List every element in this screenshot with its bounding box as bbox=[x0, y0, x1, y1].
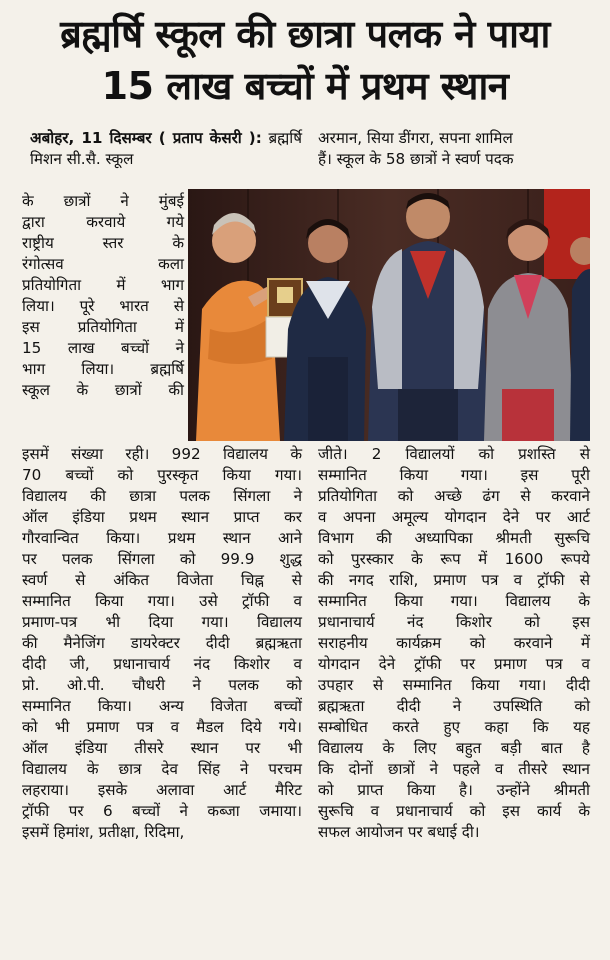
text-line: लिया। पूरे भारत से bbox=[22, 297, 184, 315]
text-line: द्वारा करवाये गये bbox=[22, 213, 184, 231]
text-line: जीते। 2 विद्यालयों को प्रशस्ति से bbox=[318, 445, 590, 463]
text-line: प्रमाण-पत्र भी दिया गया। विद्यालय bbox=[22, 613, 302, 631]
text-line: इसमें हिमांश, प्रतीक्षा, रिदिमा, bbox=[22, 823, 185, 841]
text-line: सम्मानित किया गया। इस पूरी bbox=[318, 466, 590, 484]
text-line: ऑल इंडिया तीसरे स्थान पर भी bbox=[22, 739, 302, 757]
text-line: 70 बच्चों को पुरस्कृत किया गया। bbox=[22, 466, 302, 484]
text-line: विभाग की अध्यापिका श्रीमती सुरूचि bbox=[318, 529, 590, 547]
text-line: सफल आयोजन पर बधाई दी। bbox=[318, 823, 480, 841]
text-line: योगदान देने ट्रॉफी पर प्रमाण पत्र व bbox=[318, 655, 590, 673]
text-line: विद्यालय की छात्रा पलक सिंगला ने bbox=[22, 487, 302, 505]
text-line: प्रतियोगिता को अच्छे ढंग से करवाने bbox=[318, 487, 590, 505]
text-line: ब्रह्मऋता दीदी ने उपस्थिति को bbox=[318, 697, 590, 715]
text-line: 15 लाख बच्चों ने bbox=[22, 339, 184, 357]
text-line: स्वर्ण से अंकित विजेता चिह्न से bbox=[22, 571, 302, 589]
dateline: अबोहर, 11 दिसम्बर ( प्रताप केसरी ): bbox=[30, 129, 262, 147]
text-line: सम्मानित किया। अन्य विजेता बच्चों bbox=[22, 697, 302, 715]
article-lead bbox=[30, 128, 302, 170]
text-line: लहराया। इसके अलावा आर्ट मैरिट bbox=[22, 781, 302, 799]
text-line: पर पलक सिंगला को 99.9 शुद्ध bbox=[22, 550, 302, 568]
text-line: सराहनीय कार्यक्रम को करवाने में bbox=[318, 634, 590, 652]
text-line: उपहार से सम्मानित किया गया। दीदी bbox=[318, 676, 590, 694]
text-line: इस प्रतियोगिता में bbox=[22, 318, 184, 336]
text-line: सम्मानित किया गया। विद्यालय के bbox=[318, 592, 590, 610]
headline-line-1: ब्रह्मर्षि स्कूल की छात्रा पलक ने पाया bbox=[60, 12, 550, 56]
text-line: सुरूचि व प्रधानाचार्य को इस कार्य के bbox=[318, 802, 590, 820]
text-line: विद्यालय के छात्र देव सिंह ने परचम bbox=[22, 760, 302, 778]
text-line: व अपना अमूल्य योगदान देने पर आर्ट bbox=[318, 508, 590, 526]
text-line: हैं। स्कूल के 58 छात्रों ने स्वर्ण पदक bbox=[318, 150, 514, 168]
text-line: प्रधानाचार्य नंद किशोर को इस bbox=[318, 613, 590, 631]
text-line: सम्मानित किया गया। उसे ट्रॉफी व bbox=[22, 592, 302, 610]
text-line: रंगोत्सव कला bbox=[22, 255, 184, 273]
text-line: भाग लिया। ब्रह्मर्षि bbox=[22, 360, 184, 378]
text-line: की नगद राशि, प्रमाण पत्र व ट्रॉफी से bbox=[318, 571, 590, 589]
text-line: को पुरस्कार के रूप में 1600 रूपये bbox=[318, 550, 590, 568]
text-line: दीदी जी, प्रधानाचार्य नंद किशोर व bbox=[22, 655, 302, 673]
text-line: इसमें संख्या रही। 992 विद्यालय के bbox=[22, 445, 302, 463]
text-line: ऑल इंडिया प्रथम स्थान प्राप्त कर bbox=[22, 508, 302, 526]
text-line: प्रतियोगिता में भाग bbox=[22, 276, 184, 294]
text-line: ट्रॉफी पर 6 बच्चों ने कब्जा जमाया। bbox=[22, 802, 302, 820]
headline bbox=[0, 8, 610, 112]
text-line: राष्ट्रीय स्तर के bbox=[22, 234, 184, 252]
text-line: स्कूल के छात्रों की bbox=[22, 381, 184, 399]
text-line: प्रो. ओ.पी. चौधरी ने पलक को bbox=[22, 676, 302, 694]
article-column-left bbox=[22, 444, 302, 843]
text-line: अरमान, सिया डींगरा, सपना शामिल bbox=[318, 129, 513, 147]
award-photo bbox=[188, 189, 590, 441]
text-line: गौरवान्वित किया। प्रथम स्थान आने bbox=[22, 529, 302, 547]
article-intro: ब्रह्मर्षि मिशन सी.सै. स्कूल bbox=[30, 129, 302, 168]
article-column-narrow bbox=[22, 191, 184, 401]
text-line: विद्यालय के लिए बहुत बड़ी बात है bbox=[318, 739, 590, 757]
text-line: को भी प्रमाण पत्र व मैडल दिये गये। bbox=[22, 718, 302, 736]
text-line: के छात्रों ने मुंबई bbox=[22, 192, 184, 210]
text-line: कि दोनों छात्रों ने पहले व तीसरे स्थान bbox=[318, 760, 590, 778]
article-column-right bbox=[318, 444, 590, 843]
text-line: की मैनेजिंग डायरेक्टर दीदी ब्रह्मऋता bbox=[22, 634, 302, 652]
headline-line-2: 15 लाख बच्चों में प्रथम स्थान bbox=[101, 64, 509, 108]
article-column-right-top bbox=[318, 128, 590, 170]
text-line: को प्राप्त किया है। उन्होंने श्रीमती bbox=[318, 781, 590, 799]
text-line: सम्बोधित करते हुए कहा कि यह bbox=[318, 718, 590, 736]
